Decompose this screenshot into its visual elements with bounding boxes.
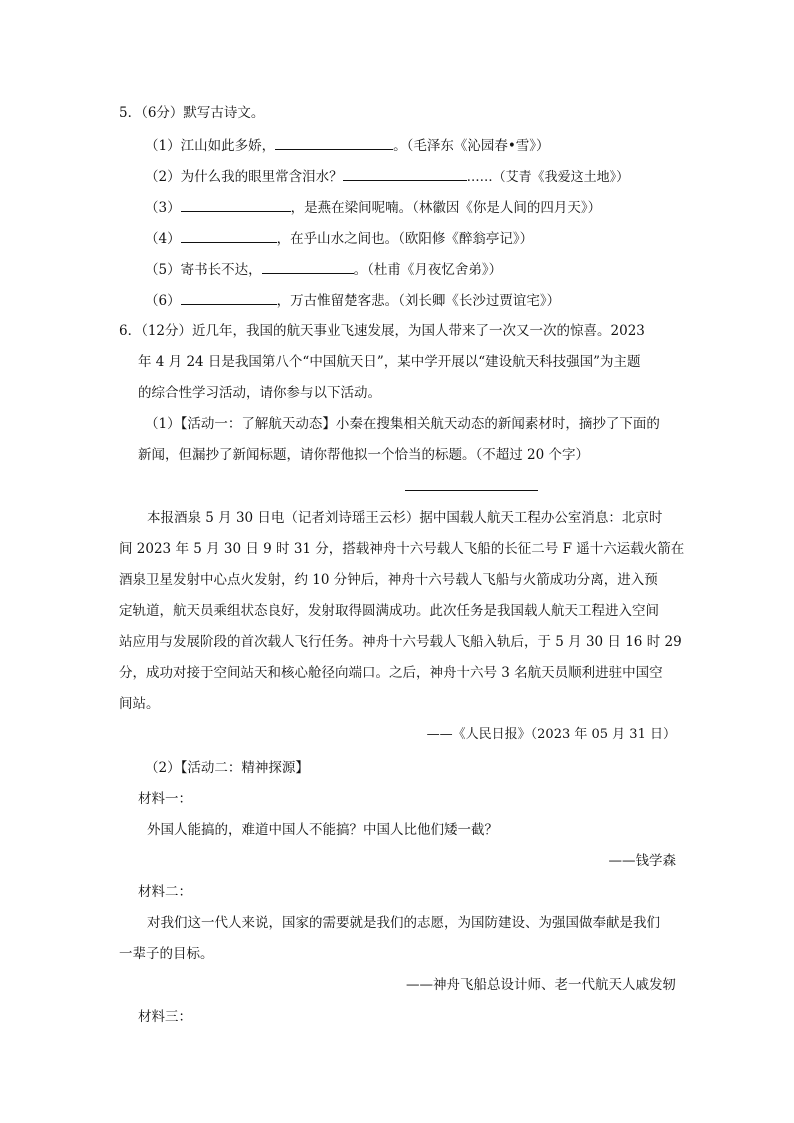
q5-item-1 <box>145 135 550 155</box>
q5-item-5-post: 。（杜甫《月夜忆舍弟》） <box>353 262 503 278</box>
news-source: ——《人民日报》（2023 年 05 月 31 日） <box>426 727 676 742</box>
answer-blank-3[interactable] <box>181 197 291 212</box>
q5-item-3-post: ，是燕在梁间呢喃。（林徽因《你是人间的四月天》） <box>290 200 602 216</box>
q5-item-2-pre: （2）为什么我的眼里常含泪水？ <box>145 169 343 185</box>
q5-item-2-post: ……（艾青《我爱这土地》） <box>466 170 630 185</box>
activity2-title: （2）【活动二：精神探源】 <box>145 760 309 776</box>
q5-item-3-pre: （3） <box>145 200 181 216</box>
q5-item-4-pre: （4） <box>145 231 181 247</box>
activity1-line-1: （1）【活动一：了解航天动态】小秦在搜集相关航天动态的新闻素材时，摘抄了下面的 <box>145 416 660 432</box>
news-line-4: 定轨道，航天员乘组状态良好，发射取得圆满成功。此次任务是我国载人航天工程进入空间 <box>119 603 659 619</box>
q6-header-line-2: 年 4 月 24 日是我国第八个“中国航天日”，某中学开展以“建设航天科技强国”为主题 <box>138 354 641 370</box>
material3-label: 材料三： <box>138 1009 192 1025</box>
news-line-5: 站应用与发展阶段的首次载人飞行任务。神舟十六号载人飞船入轨后，于 5 月 30 日 16 时 29 <box>119 634 682 650</box>
q5-item-4-post: ，在乎山水之间也。（欧阳修《醉翁亭记》） <box>276 231 534 247</box>
activity1-line-2: 新闻，但漏抄了新闻标题，请你帮他拟一个恰当的标题。（不超过 20 个字） <box>138 447 590 463</box>
q5-item-6 <box>145 290 560 310</box>
answer-blank-1[interactable] <box>275 135 393 150</box>
q5-item-2 <box>145 166 629 187</box>
material2-source: ——神舟飞船总设计师、老一代航天人戚发轫 <box>406 977 676 993</box>
q5-item-6-pre: （6） <box>145 293 181 309</box>
q5-item-1-pre: （1）江山如此多娇， <box>145 138 276 154</box>
news-line-6: 分，成功对接于空间站天和核心舱径向端口。之后，神舟十六号 3 名航天员顺利进驻中国空 <box>119 665 663 681</box>
news-line-2: 间 2023 年 5 月 30 日 9 时 31 分，搭载神舟十六号载人飞船的长征二号 F 遥十六运载火箭在 <box>119 541 685 557</box>
q6-header-line-1: 6．（12分）近几年，我国的航天事业飞速发展，为国人带来了一次又一次的惊喜。2023 <box>119 323 645 339</box>
q5-item-5 <box>145 259 502 279</box>
material1-label: 材料一： <box>138 791 192 807</box>
material2-line-1: 对我们这一代人来说，国家的需要就是我们的志愿，为国防建设、为强国做奉献是我们 <box>147 915 660 931</box>
answer-blank-2[interactable] <box>343 166 467 181</box>
news-line-7: 间站。 <box>119 696 160 712</box>
q5-item-5-pre: （5）寄书长不达， <box>145 262 262 278</box>
material2-line-2: 一辈子的目标。 <box>119 946 214 962</box>
material2-label: 材料二： <box>138 884 192 900</box>
material1-source: ——钱学森 <box>608 853 676 869</box>
answer-blank-4[interactable] <box>181 228 277 243</box>
q5-item-3 <box>145 197 601 217</box>
material1-text: 外国人能搞的，难道中国人不能搞？中国人比他们矮一截？ <box>147 822 498 838</box>
q5-item-4 <box>145 228 533 248</box>
answer-blank-5[interactable] <box>262 259 354 274</box>
news-line-1: 本报酒泉 5 月 30 日电（记者刘诗瑶王云杉）据中国载人航天工程办公室消息：北京时 <box>147 510 663 526</box>
q5-header: 5．（6分）默写古诗文。 <box>119 105 265 121</box>
q5-item-6-post: ，万古惟留楚客悲。（刘长卿《长沙过贾谊宅》） <box>276 293 561 309</box>
answer-blank-6[interactable] <box>181 290 277 305</box>
title-answer-blank[interactable] <box>405 490 538 491</box>
news-line-3: 酒泉卫星发射中心点火发射，约 10 分钟后，神舟十六号载人飞船与火箭成功分离，进入预 <box>119 572 658 588</box>
q6-header-line-3: 的综合性学习活动，请你参与以下活动。 <box>138 385 381 401</box>
q5-item-1-post: 。（毛泽东《沁园春•雪》） <box>393 138 550 154</box>
